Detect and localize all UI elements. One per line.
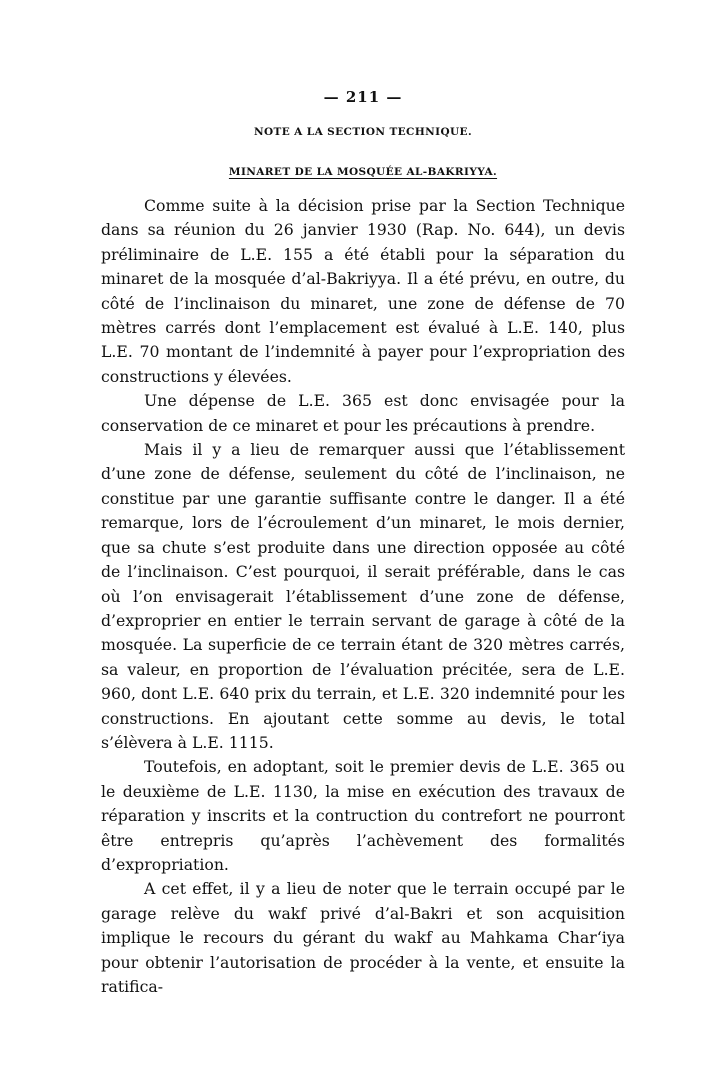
paragraph-1: Comme suite à la décision prise par la Section Technique dans sa réunion du 26 janvier 1930 (Rap. No. 644), un devis préliminaire de L.E. 155 a été établi pour la séparation du minaret de la mosquée d’al-Bakriyya. Il a été prévu, en outre, du côté de l’inclinaison du minaret, une zone de défense de 70 mètres carrés dont l’emplacement est évalué à L.E. 140, plus L.E. 70 montant de l’indemnité à payer pour l’expropriation des constructions y élevées. [101, 196, 625, 386]
paragraph-4: Toutefois, en adoptant, soit le premier devis de L.E. 365 ou le deuxième de L.E. 1130, la mise en exécution des travaux de réparation y inscrits et la contruction du contrefort ne pourront être entrepris qu’après l’achèvement des formalités d’expropriation. [101, 757, 625, 874]
section-title: NOTE A LA SECTION TECHNIQUE. [253, 126, 473, 138]
document-subtitle [101, 166, 625, 178]
page-number: — 211 — [323, 88, 403, 106]
paragraph-2: Une dépense de L.E. 365 est donc envisagée pour la conservation de ce minaret et pour les précautions à prendre. [101, 391, 625, 435]
paragraph-3: Mais il y a lieu de remarquer aussi que l’établissement d’une zone de défense, seulement du côté de l’inclinaison, ne constitue par une garantie suffisante contre le danger. Il a été remarque, lors de l’écroulement d’un minaret, le mois dernier, que sa chute s’est produite dans une direction opposée au côté de l’inclinaison. C’est pourquoi, il serait préférable, dans le cas où l’on envisagerait l’établissement d’une zone de défense, d’exproprier en entier le terrain servant de garage à côté de la mosquée. La superficie de ce terrain étant de 320 mètres carrés, sa valeur, en proportion de l’évaluation précitée, sera de L.E. 960, dont L.E. 640 prix du terrain, et L.E. 320 indemnité pour les constructions. En ajoutant cette somme au devis, le total s’élèvera à L.E. 1115. [101, 440, 625, 752]
document-page [101, 88, 625, 999]
subtitle-text: MINARET DE LA MOSQUÉE AL-BAKRIYYA. [228, 166, 498, 178]
paragraph-5: A cet effet, il y a lieu de noter que le terrain occupé par le garage relève du wakf privé d’al-Bakri et son acquisition implique le recours du gérant du wakf au Mahkama Char‘iya pour obtenir l’autorisation de procéder à la vente, et ensuite la ratifica- [101, 879, 625, 996]
